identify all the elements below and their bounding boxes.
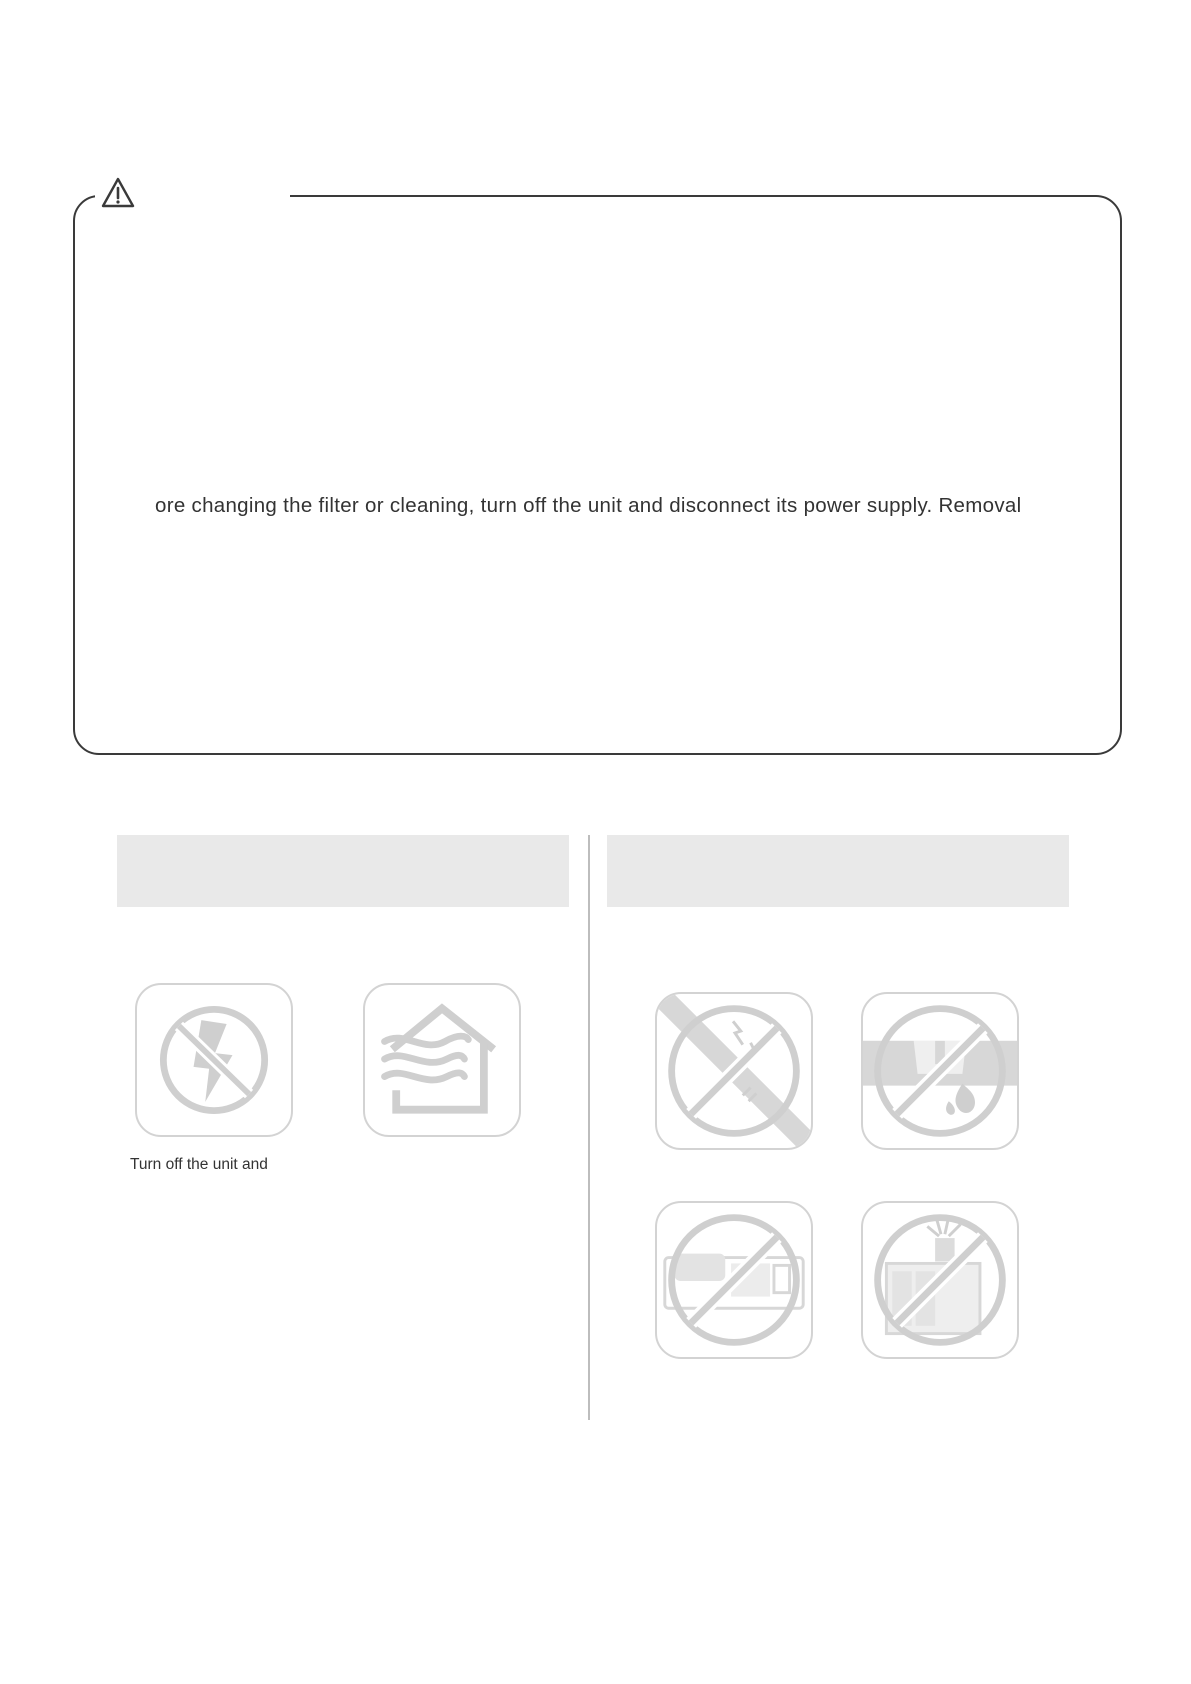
column-divider bbox=[588, 835, 590, 1420]
indoor-airflow-tile bbox=[363, 983, 521, 1137]
indoor-airflow-icon bbox=[365, 985, 519, 1135]
no-objects-on-top-icon bbox=[863, 1203, 1017, 1357]
no-wet-plug-tile bbox=[655, 992, 813, 1150]
no-water-fire-tile bbox=[861, 992, 1019, 1150]
right-section-header bbox=[607, 835, 1069, 907]
no-blocked-vents-icon bbox=[657, 1203, 811, 1357]
no-water-fire-icon bbox=[863, 994, 1017, 1148]
no-electric-shock-tile bbox=[135, 983, 293, 1137]
warning-box bbox=[73, 195, 1122, 755]
no-wet-plug-icon bbox=[657, 994, 811, 1148]
left-section-header bbox=[117, 835, 569, 907]
warning-text-line: ore changing the filter or cleaning, turn off the unit and disconnect its power supply. Removal bbox=[155, 494, 1022, 517]
no-blocked-vents-tile bbox=[655, 1201, 813, 1359]
no-electric-shock-icon bbox=[137, 985, 291, 1135]
no-objects-on-top-tile bbox=[861, 1201, 1019, 1359]
left-caption: Turn off the unit and bbox=[130, 1156, 268, 1173]
warning-triangle-icon bbox=[100, 176, 136, 210]
